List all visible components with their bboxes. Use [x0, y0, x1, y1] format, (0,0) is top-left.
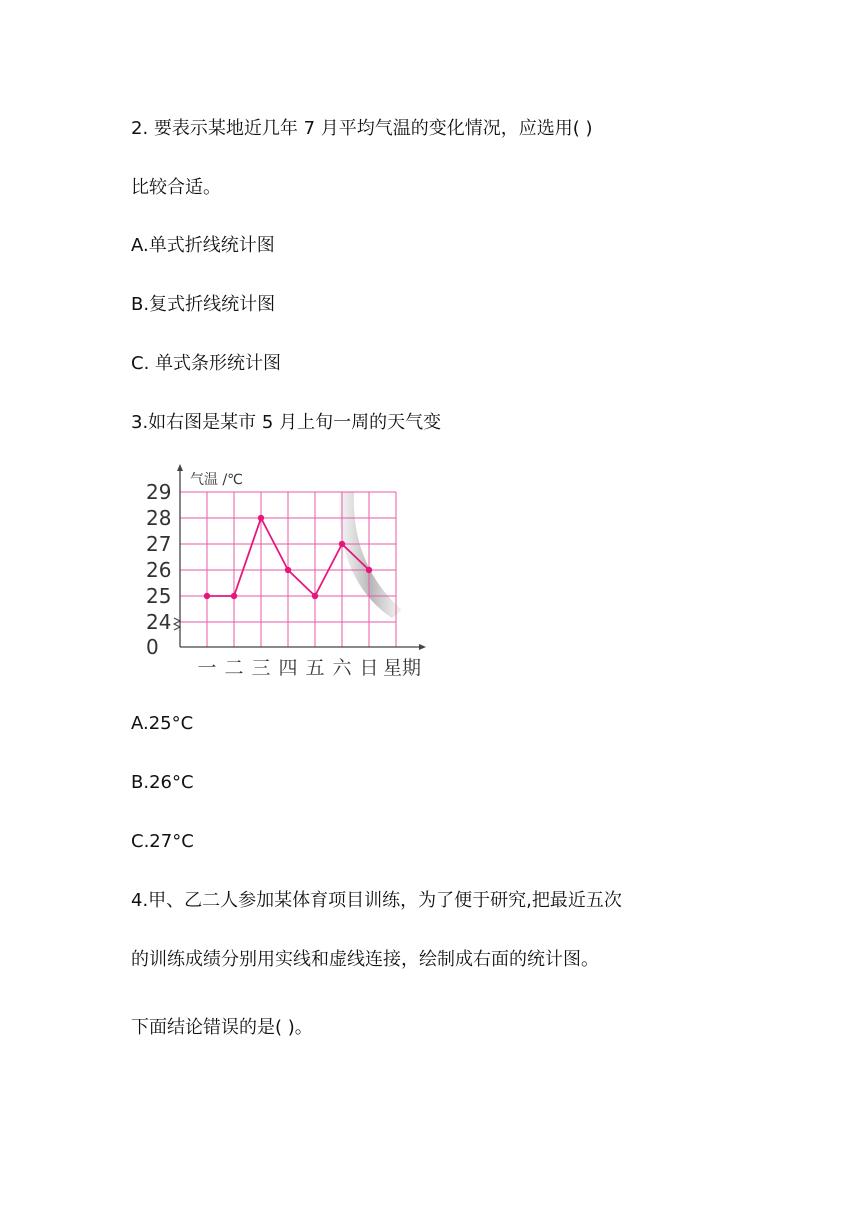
question-2-option-c: C. 单式条形统计图 — [131, 353, 282, 374]
x-tick-label: 四 — [278, 657, 298, 679]
x-tick-label: 三 — [251, 657, 271, 679]
question-4-text-line3: 下面结论错误的是( )。 — [131, 1017, 313, 1038]
question-3-option-c: C.27°C — [131, 831, 194, 852]
data-point — [339, 541, 345, 547]
y-tick-label: 25 — [146, 584, 172, 608]
x-tick-labels — [197, 657, 378, 679]
question-2-text-line2: 比较合适。 — [131, 177, 221, 198]
data-point — [312, 593, 318, 599]
data-point — [285, 567, 291, 573]
question-4-text-line1: 4.甲、乙二人参加某体育项目训练，为了便于研究,把最近五次 — [131, 890, 622, 911]
x-tick-label: 六 — [332, 657, 352, 679]
question-2-option-b: B.复式折线统计图 — [131, 294, 276, 315]
question-2-text-line1: 2. 要表示某地近几年 7 月平均气温的变化情况，应选用( ) — [131, 118, 593, 139]
y-axis-label: 气温 /℃ — [190, 472, 243, 488]
data-point — [204, 593, 210, 599]
y-tick-label: 29 — [146, 480, 172, 504]
question-3-option-b: B.26°C — [131, 772, 194, 793]
y-tick-label: 24 — [146, 610, 172, 634]
page-curl-shadow — [339, 492, 402, 618]
temperature-line-chart — [140, 460, 430, 685]
x-tick-label: 日 — [359, 657, 379, 679]
question-3-option-a: A.25°C — [131, 713, 194, 734]
data-point — [366, 567, 372, 573]
y-tick-label: 28 — [146, 506, 172, 530]
data-point — [258, 515, 264, 521]
x-tick-label: 一 — [197, 657, 217, 679]
question-4-text-line2: 的训练成绩分别用实线和虚线连接，绘制成右面的统计图。 — [131, 949, 599, 970]
data-point — [231, 593, 237, 599]
question-3-text: 3.如右图是某市 5 月上旬一周的天气变 — [131, 412, 442, 433]
y-tick-labels — [146, 480, 171, 659]
chart-svg — [140, 460, 430, 685]
y-tick-label: 0 — [146, 635, 159, 659]
y-tick-label: 26 — [146, 558, 172, 582]
y-tick-label: 27 — [146, 532, 172, 556]
x-axis-label: 星期 — [383, 657, 422, 679]
question-2-option-a: A.单式折线统计图 — [131, 235, 275, 256]
x-tick-label: 五 — [305, 657, 325, 679]
axis-break-mark — [174, 618, 180, 630]
x-tick-label: 二 — [224, 657, 244, 679]
